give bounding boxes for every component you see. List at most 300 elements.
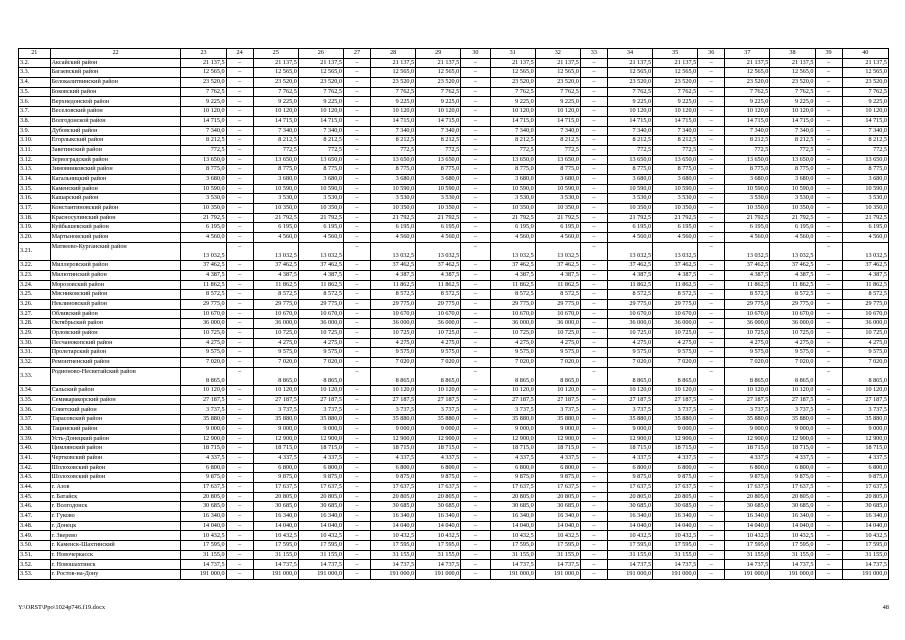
value-cell: 3 530,0 [653, 194, 698, 204]
value-cell: 16 340,0 [535, 512, 580, 522]
value-cell: 12 565,0 [607, 68, 652, 78]
value-cell: 4 387,5 [181, 270, 226, 280]
dash-cell: – [580, 386, 607, 396]
dash-cell: – [226, 107, 253, 117]
value-cell: 21 137,5 [371, 58, 416, 68]
dash-cell: – [461, 550, 490, 560]
value-cell: 6 195,0 [770, 223, 815, 233]
value-cell: 7 762,5 [298, 87, 343, 97]
dash-cell: – [698, 155, 725, 165]
table-row [19, 87, 889, 97]
value-cell: 14 040,0 [607, 521, 652, 531]
value-cell: 37 462,5 [416, 261, 461, 271]
value-cell: 23 520,0 [535, 78, 580, 88]
dash-cell: – [815, 107, 842, 117]
dash-cell: – [580, 328, 607, 338]
value-cell: 37 462,5 [181, 261, 226, 271]
value-cell: 7 340,0 [725, 126, 770, 136]
dash-cell: – [815, 299, 842, 309]
value-cell: 13 032,5 [653, 242, 698, 260]
dash-cell: – [461, 126, 490, 136]
value-cell: 13 650,0 [490, 155, 535, 165]
dash-cell: – [343, 482, 370, 492]
value-cell: 10 350,0 [371, 204, 416, 214]
dash-cell: – [461, 386, 490, 396]
value-cell: 31 155,0 [416, 550, 461, 560]
row-index: 3.44. [19, 482, 51, 492]
value-cell: 12 900,0 [181, 434, 226, 444]
value-cell: 10 350,0 [416, 204, 461, 214]
dash-cell: – [343, 194, 370, 204]
dash-cell: – [343, 570, 370, 580]
value-cell: 3 680,0 [842, 174, 888, 184]
value-cell: 10 725,0 [416, 328, 461, 338]
value-cell: 8 775,0 [653, 165, 698, 175]
value-cell: 36 000,0 [298, 319, 343, 329]
row-index: 3.15. [19, 184, 51, 194]
value-cell: 14 040,0 [298, 521, 343, 531]
col-header: 24 [226, 49, 253, 59]
value-cell: 17 637,5 [371, 482, 416, 492]
dash-cell: – [580, 309, 607, 319]
value-cell: 21 137,5 [416, 58, 461, 68]
value-cell: 3 530,0 [842, 194, 888, 204]
value-cell: 4 560,0 [607, 233, 652, 243]
dash-cell: – [580, 560, 607, 570]
dash-cell: – [580, 482, 607, 492]
value-cell: 20 805,0 [490, 492, 535, 502]
value-cell: 10 725,0 [607, 328, 652, 338]
dash-cell: – [815, 290, 842, 300]
value-cell: 21 137,5 [653, 58, 698, 68]
value-cell: 4 560,0 [770, 233, 815, 243]
district-name: Веселовский район [50, 107, 181, 117]
value-cell: 29 775,0 [770, 299, 815, 309]
value-cell: 12 900,0 [416, 434, 461, 444]
value-cell: 9 875,0 [371, 473, 416, 483]
value-cell: 35 880,0 [416, 415, 461, 425]
value-cell: 27 187,5 [298, 395, 343, 405]
dash-cell: – [226, 97, 253, 107]
value-cell: 6 195,0 [535, 223, 580, 233]
value-cell: 191 000,0 [770, 570, 815, 580]
value-cell: 4 337,5 [725, 453, 770, 463]
table-row [19, 492, 889, 502]
value-cell: 4 560,0 [842, 233, 888, 243]
value-cell: 14 737,5 [490, 560, 535, 570]
row-index: 3.47. [19, 512, 51, 522]
value-cell: 6 800,0 [725, 463, 770, 473]
value-cell: 13 650,0 [298, 155, 343, 165]
value-cell: 8 212,5 [490, 136, 535, 146]
value-cell: 7 762,5 [842, 87, 888, 97]
value-cell: 3 680,0 [253, 174, 298, 184]
value-cell: 9 000,0 [770, 424, 815, 434]
value-cell: 10 120,0 [416, 386, 461, 396]
dash-cell: – [580, 107, 607, 117]
value-cell: 23 520,0 [770, 78, 815, 88]
dash-cell: – [343, 338, 370, 348]
dash-cell: – [461, 58, 490, 68]
dash-cell: – [226, 550, 253, 560]
dash-cell: – [698, 174, 725, 184]
district-name: Орловский район [50, 328, 181, 338]
dash-cell: – [698, 531, 725, 541]
value-cell: 8 775,0 [416, 165, 461, 175]
value-cell: 20 805,0 [725, 492, 770, 502]
dash-cell: – [698, 550, 725, 560]
dash-cell: – [461, 560, 490, 570]
dash-cell: – [343, 145, 370, 155]
value-cell: 8 865,0 [298, 367, 343, 385]
dash-cell: – [343, 560, 370, 570]
value-cell: 9 875,0 [842, 473, 888, 483]
value-cell: 3 530,0 [181, 194, 226, 204]
value-cell: 31 155,0 [770, 550, 815, 560]
value-cell: 3 680,0 [607, 174, 652, 184]
dash-cell: – [226, 155, 253, 165]
dash-cell: – [815, 338, 842, 348]
dash-cell: – [343, 328, 370, 338]
value-cell: 10 725,0 [653, 328, 698, 338]
value-cell: 13 032,5 [535, 242, 580, 260]
value-cell: 18 715,0 [725, 444, 770, 454]
value-cell: 30 685,0 [181, 502, 226, 512]
dash-cell: – [698, 338, 725, 348]
dash-cell: – [698, 386, 725, 396]
dash-cell: – [461, 174, 490, 184]
value-cell: 12 565,0 [253, 68, 298, 78]
value-cell: 9 575,0 [653, 348, 698, 358]
table-row [19, 126, 889, 136]
value-cell: 191 000,0 [490, 570, 535, 580]
value-cell: 14 737,5 [535, 560, 580, 570]
value-cell: 8 775,0 [535, 165, 580, 175]
dash-cell: – [343, 107, 370, 117]
dash-cell: – [580, 338, 607, 348]
dash-cell: – [698, 482, 725, 492]
value-cell: 7 340,0 [181, 126, 226, 136]
value-cell: 23 520,0 [253, 78, 298, 88]
value-cell: 8 572,5 [253, 290, 298, 300]
value-cell: 7 762,5 [607, 87, 652, 97]
dash-cell: – [580, 261, 607, 271]
dash-cell: – [815, 482, 842, 492]
value-cell: 4 387,5 [371, 270, 416, 280]
row-index: 3.41. [19, 453, 51, 463]
value-cell: 17 595,0 [253, 541, 298, 551]
value-cell: 3 737,5 [253, 405, 298, 415]
dash-cell: – [580, 97, 607, 107]
value-cell: 13 032,5 [770, 242, 815, 260]
value-cell: 8 865,0 [535, 367, 580, 385]
value-cell: 16 340,0 [253, 512, 298, 522]
value-cell: 9 575,0 [535, 348, 580, 358]
value-cell: 4 560,0 [416, 233, 461, 243]
value-cell: 10 432,5 [842, 531, 888, 541]
table-row [19, 386, 889, 396]
dash-cell: – [226, 541, 253, 551]
value-cell: 10 350,0 [842, 204, 888, 214]
dash-cell: – [815, 453, 842, 463]
row-index: 3.25. [19, 290, 51, 300]
value-cell: 14 737,5 [653, 560, 698, 570]
value-cell: 3 530,0 [770, 194, 815, 204]
table-row [19, 78, 889, 88]
value-cell: 11 862,5 [842, 280, 888, 290]
value-cell: 9 575,0 [842, 348, 888, 358]
value-cell: 35 880,0 [490, 415, 535, 425]
value-cell: 36 000,0 [490, 319, 535, 329]
col-header: 25 [253, 49, 298, 59]
value-cell: 14 040,0 [842, 521, 888, 531]
row-index: 3.46. [19, 502, 51, 512]
value-cell: 772,5 [653, 145, 698, 155]
value-cell: 3 530,0 [253, 194, 298, 204]
dash-cell: – [343, 444, 370, 454]
table-row [19, 204, 889, 214]
value-cell: 10 725,0 [842, 328, 888, 338]
value-cell: 23 520,0 [416, 78, 461, 88]
value-cell: 30 685,0 [298, 502, 343, 512]
col-header: 21 [19, 49, 51, 59]
dash-cell: – [815, 309, 842, 319]
value-cell: 4 387,5 [842, 270, 888, 280]
dash-cell: – [343, 434, 370, 444]
dash-cell: – [698, 136, 725, 146]
value-cell: 6 800,0 [298, 463, 343, 473]
dash-cell: – [815, 434, 842, 444]
table-row [19, 107, 889, 117]
page-number: 48 [882, 604, 889, 611]
table-row [19, 453, 889, 463]
table-row [19, 521, 889, 531]
dash-cell: – [343, 348, 370, 358]
value-cell: 13 032,5 [298, 242, 343, 260]
row-index: 3.33. [19, 367, 51, 385]
value-cell: 7 020,0 [371, 358, 416, 368]
value-cell: 9 225,0 [416, 97, 461, 107]
value-cell: 13 032,5 [607, 242, 652, 260]
value-cell: 4 275,0 [653, 338, 698, 348]
value-cell: 14 040,0 [770, 521, 815, 531]
value-cell: 6 800,0 [253, 463, 298, 473]
dash-cell: – [461, 482, 490, 492]
district-name: Родионово-Несветайский район [50, 367, 181, 385]
row-index: 3.45. [19, 492, 51, 502]
district-name: Миллеровский район [50, 261, 181, 271]
value-cell: 27 187,5 [653, 395, 698, 405]
value-cell: 14 715,0 [490, 116, 535, 126]
dash-cell: – [226, 174, 253, 184]
dash-cell: – [698, 570, 725, 580]
district-name: Кагальницкий район [50, 174, 181, 184]
value-cell: 11 862,5 [416, 280, 461, 290]
value-cell: 3 737,5 [653, 405, 698, 415]
value-cell: 12 900,0 [770, 434, 815, 444]
value-cell: 3 737,5 [725, 405, 770, 415]
row-index: 3.27. [19, 309, 51, 319]
value-cell: 3 680,0 [298, 174, 343, 184]
dash-cell: – [343, 319, 370, 329]
col-header: 29 [416, 49, 461, 59]
value-cell: 772,5 [298, 145, 343, 155]
dash-cell: – [580, 194, 607, 204]
value-cell: 9 575,0 [298, 348, 343, 358]
dash-cell: – [343, 261, 370, 271]
dash-cell: – [461, 223, 490, 233]
value-cell: 14 737,5 [842, 560, 888, 570]
table-row [19, 309, 889, 319]
value-cell: 4 560,0 [253, 233, 298, 243]
value-cell: 6 195,0 [725, 223, 770, 233]
value-cell: 8 212,5 [653, 136, 698, 146]
value-cell: 37 462,5 [253, 261, 298, 271]
value-cell: 3 530,0 [371, 194, 416, 204]
value-cell: 37 462,5 [535, 261, 580, 271]
value-cell: 12 565,0 [181, 68, 226, 78]
value-cell: 9 575,0 [371, 348, 416, 358]
row-index: 3.6. [19, 97, 51, 107]
value-cell: 20 805,0 [416, 492, 461, 502]
dash-cell: – [580, 367, 607, 385]
district-name: Аксайский район [50, 58, 181, 68]
value-cell: 27 187,5 [842, 395, 888, 405]
value-cell: 3 680,0 [181, 174, 226, 184]
value-cell: 13 650,0 [535, 155, 580, 165]
dash-cell: – [815, 512, 842, 522]
dash-cell: – [226, 348, 253, 358]
value-cell: 13 032,5 [371, 242, 416, 260]
value-cell: 12 900,0 [653, 434, 698, 444]
value-cell: 4 337,5 [253, 453, 298, 463]
district-name: г. Волгодонск [50, 502, 181, 512]
dash-cell: – [226, 328, 253, 338]
value-cell: 7 020,0 [416, 358, 461, 368]
value-cell: 10 120,0 [653, 107, 698, 117]
col-header: 37 [725, 49, 770, 59]
dash-cell: – [815, 261, 842, 271]
district-name: Милютинский район [50, 270, 181, 280]
table-row [19, 502, 889, 512]
value-cell: 13 032,5 [725, 242, 770, 260]
value-cell: 17 595,0 [490, 541, 535, 551]
value-cell: 7 762,5 [371, 87, 416, 97]
value-cell: 27 187,5 [253, 395, 298, 405]
value-cell: 9 575,0 [725, 348, 770, 358]
value-cell: 8 212,5 [371, 136, 416, 146]
value-cell: 7 020,0 [298, 358, 343, 368]
col-header: 28 [371, 49, 416, 59]
value-cell: 12 565,0 [842, 68, 888, 78]
dash-cell: – [226, 270, 253, 280]
dash-cell: – [461, 184, 490, 194]
dash-cell: – [580, 87, 607, 97]
value-cell: 18 715,0 [490, 444, 535, 454]
dash-cell: – [815, 145, 842, 155]
table-row [19, 405, 889, 415]
value-cell: 16 340,0 [607, 512, 652, 522]
value-cell: 10 432,5 [298, 531, 343, 541]
dash-cell: – [461, 463, 490, 473]
row-index: 3.7. [19, 107, 51, 117]
dash-cell: – [226, 242, 253, 260]
value-cell: 35 880,0 [371, 415, 416, 425]
value-cell: 30 685,0 [770, 502, 815, 512]
value-cell: 23 520,0 [371, 78, 416, 88]
dash-cell: – [461, 165, 490, 175]
dash-cell: – [226, 482, 253, 492]
dash-cell: – [226, 213, 253, 223]
value-cell: 13 650,0 [770, 155, 815, 165]
table-row [19, 145, 889, 155]
table-row [19, 415, 889, 425]
value-cell: 35 880,0 [535, 415, 580, 425]
value-cell: 10 725,0 [181, 328, 226, 338]
value-cell: 23 520,0 [842, 78, 888, 88]
dash-cell: – [226, 338, 253, 348]
value-cell: 10 670,0 [725, 309, 770, 319]
value-cell: 16 340,0 [181, 512, 226, 522]
dash-cell: – [580, 358, 607, 368]
dash-cell: – [226, 309, 253, 319]
value-cell: 4 275,0 [770, 338, 815, 348]
value-cell: 37 462,5 [725, 261, 770, 271]
dash-cell: – [698, 204, 725, 214]
value-cell: 18 715,0 [298, 444, 343, 454]
value-cell: 21 792,5 [725, 213, 770, 223]
value-cell: 6 195,0 [490, 223, 535, 233]
value-cell: 21 137,5 [842, 58, 888, 68]
value-cell: 21 792,5 [842, 213, 888, 223]
value-cell: 18 715,0 [371, 444, 416, 454]
district-name: Семикаракорский район [50, 395, 181, 405]
dash-cell: – [815, 328, 842, 338]
value-cell: 8 865,0 [490, 367, 535, 385]
value-cell: 3 680,0 [725, 174, 770, 184]
dash-cell: – [580, 242, 607, 260]
dash-cell: – [461, 541, 490, 551]
value-cell: 30 685,0 [253, 502, 298, 512]
value-cell: 10 350,0 [298, 204, 343, 214]
value-cell: 10 590,0 [653, 184, 698, 194]
dash-cell: – [815, 492, 842, 502]
dash-cell: – [226, 424, 253, 434]
dash-cell: – [226, 395, 253, 405]
dash-cell: – [698, 444, 725, 454]
value-cell: 27 187,5 [725, 395, 770, 405]
dash-cell: – [343, 424, 370, 434]
value-cell: 9 875,0 [253, 473, 298, 483]
value-cell: 10 670,0 [298, 309, 343, 319]
file-path: Y:\ORST\Ppo\1024p746.f19.docx [18, 604, 106, 611]
value-cell: 191 000,0 [253, 570, 298, 580]
district-name: Цимлянский район [50, 444, 181, 454]
row-index: 3.43. [19, 473, 51, 483]
dash-cell: – [815, 97, 842, 107]
value-cell: 21 137,5 [725, 58, 770, 68]
dash-cell: – [461, 415, 490, 425]
table-row [19, 233, 889, 243]
value-cell: 8 865,0 [842, 367, 888, 385]
dash-cell: – [815, 386, 842, 396]
row-index: 3.28. [19, 319, 51, 329]
value-cell: 10 350,0 [607, 204, 652, 214]
table-row [19, 184, 889, 194]
value-cell: 10 120,0 [607, 386, 652, 396]
district-name: Тацинский район [50, 424, 181, 434]
dash-cell: – [461, 155, 490, 165]
